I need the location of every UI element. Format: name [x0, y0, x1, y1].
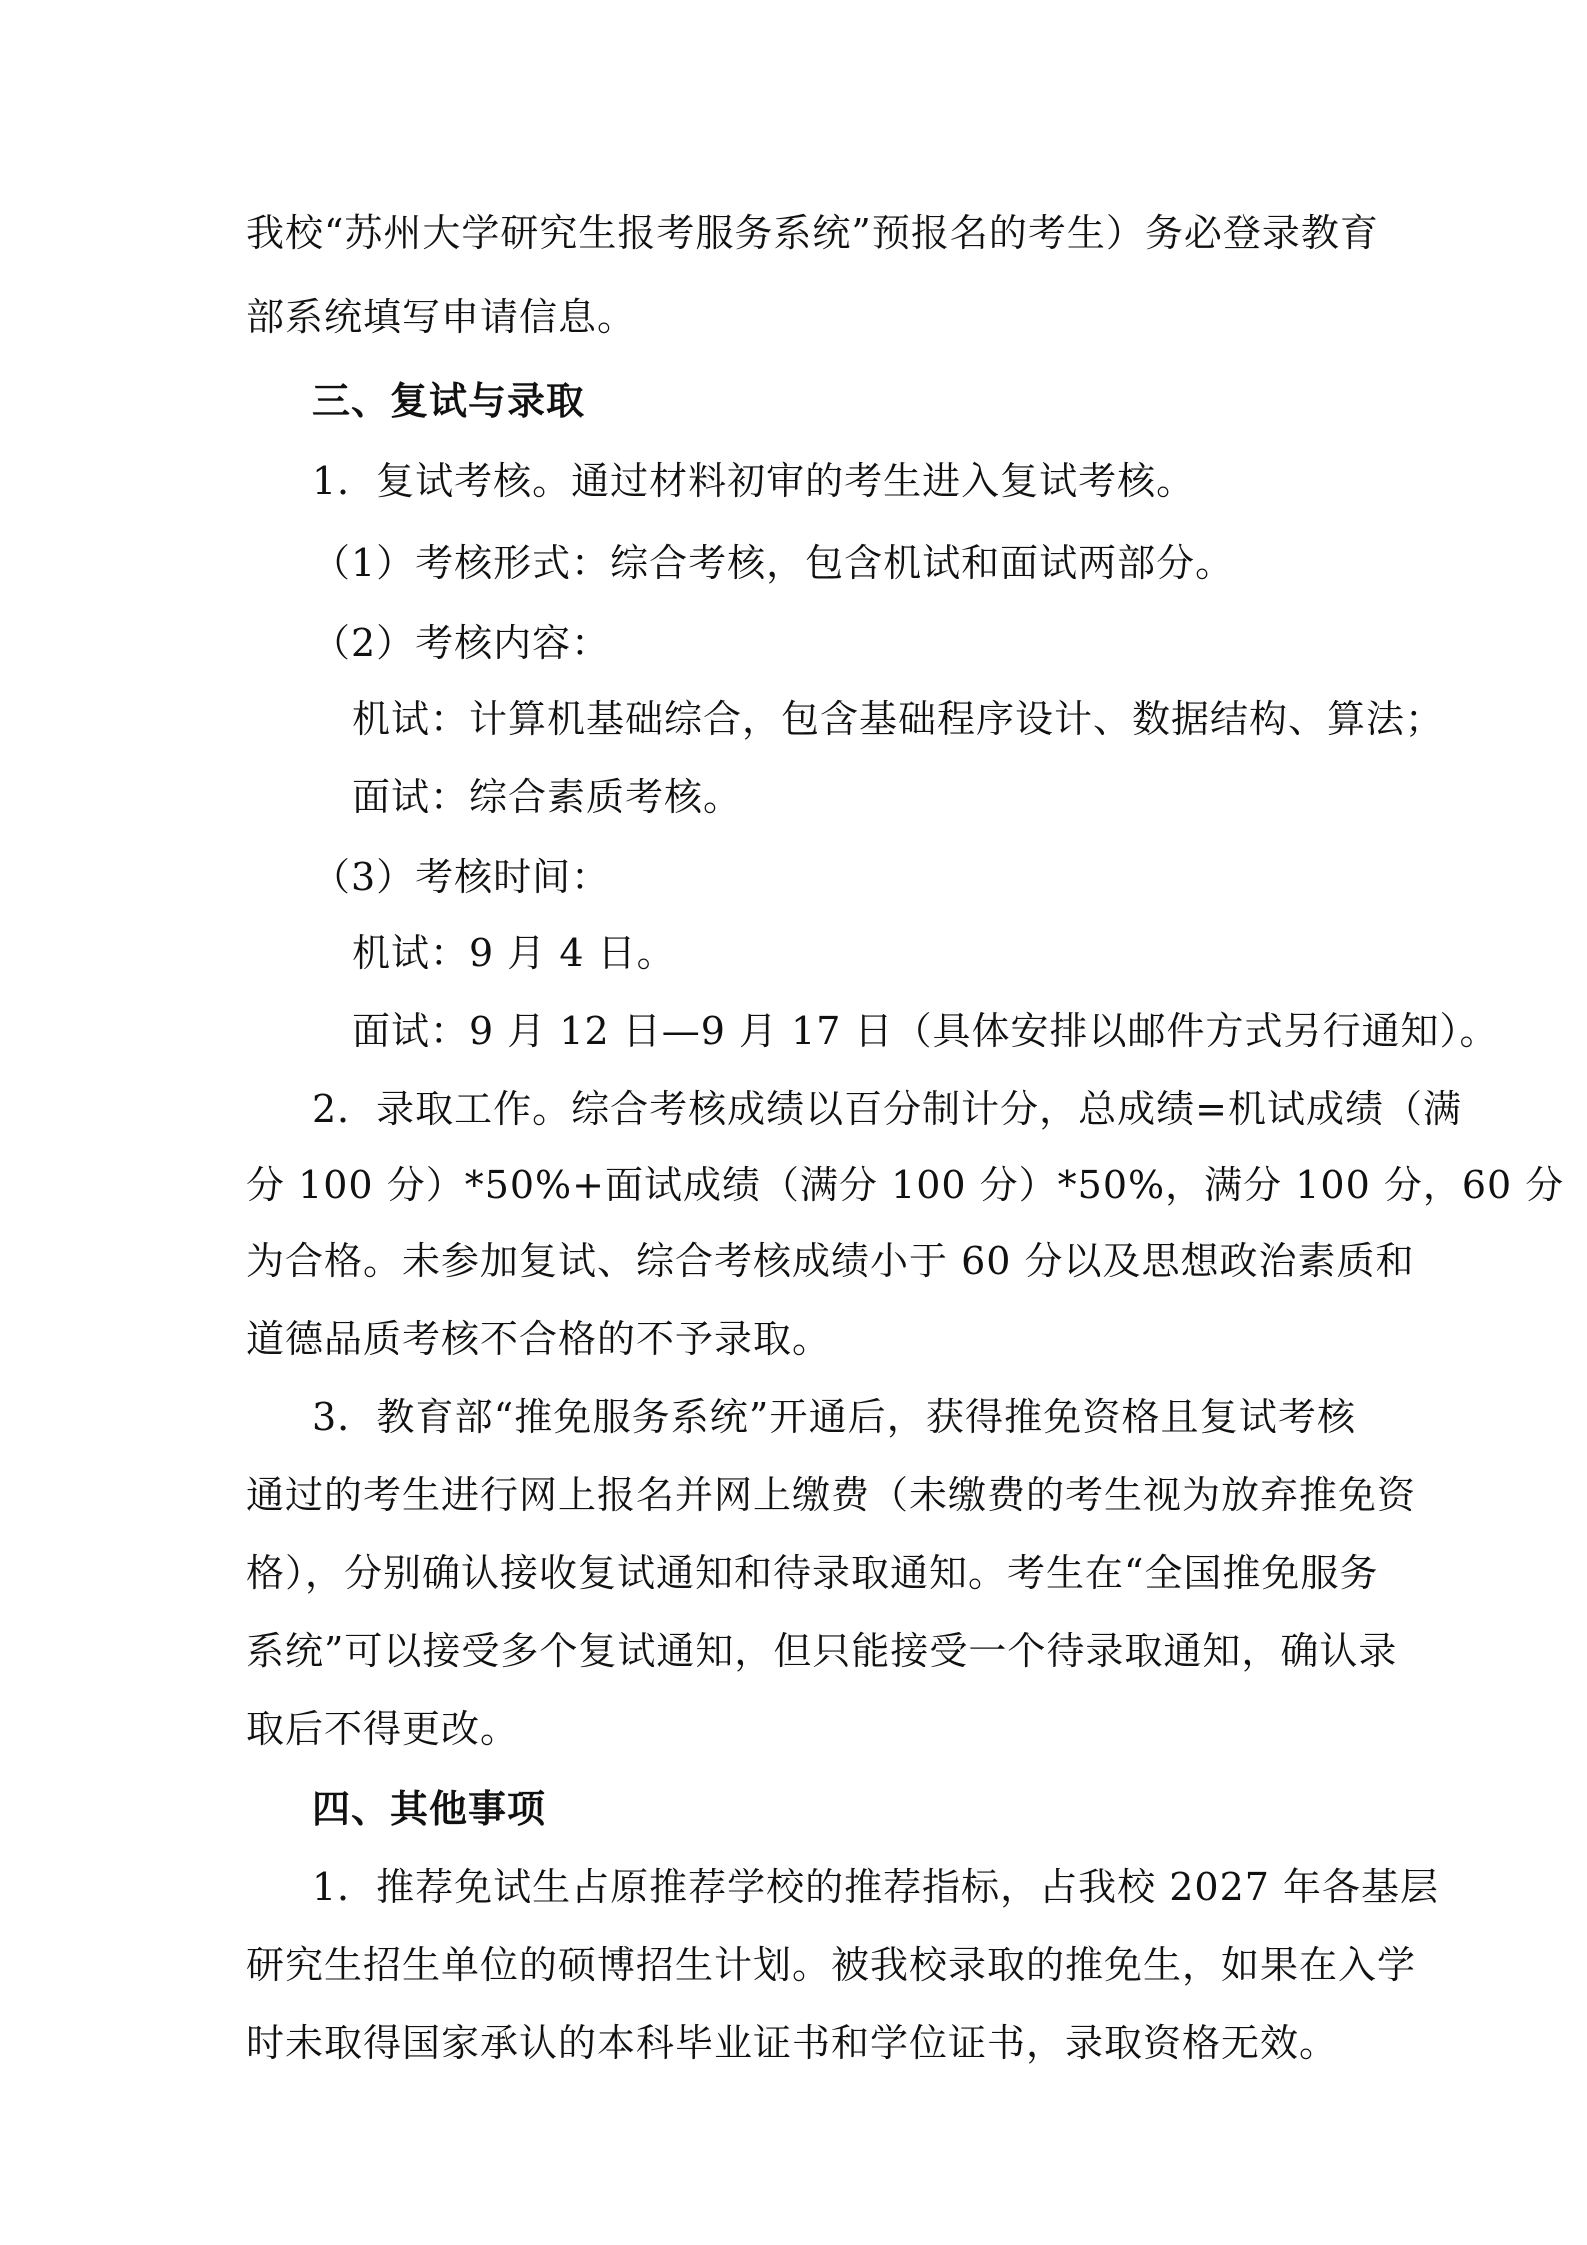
paragraph-line: 通过的考生进行网上报名并网上缴费（未缴费的考生视为放弃推免资 [246, 1473, 1417, 1517]
paragraph-line: 研究生招生单位的硕博招生计划。被我校录取的推免生，如果在入学 [246, 1943, 1417, 1987]
paragraph-line: 2．录取工作。综合考核成绩以百分制计分，总成绩=机试成绩（满 [312, 1087, 1463, 1131]
paragraph-line: 1．推荐免试生占原推荐学校的推荐指标，占我校 2027 年各基层 [312, 1865, 1440, 1909]
paragraph-line: 道德品质考核不合格的不予录取。 [246, 1317, 832, 1361]
paragraph-line: 我校“苏州大学研究生报考服务系统”预报名的考生）务必登录教育 [246, 211, 1379, 255]
paragraph-line: 机试：计算机基础综合，包含基础程序设计、数据结构、算法； [352, 697, 1445, 741]
paragraph-line: （1）考核形式：综合考核，包含机试和面试两部分。 [312, 541, 1235, 585]
paragraph-line: 面试：综合素质考核。 [352, 775, 743, 819]
paragraph-line: 时未取得国家承认的本科毕业证书和学位证书，录取资格无效。 [246, 2021, 1339, 2065]
paragraph-line: 格），分别确认接收复试通知和待录取通知。考生在“全国推免服务 [246, 1551, 1379, 1595]
section-heading-3: 三、复试与录取 [312, 379, 586, 423]
paragraph-line: 部系统填写申请信息。 [246, 295, 637, 339]
paragraph-line: 1．复试考核。通过材料初审的考生进入复试考核。 [312, 459, 1196, 503]
paragraph-line: 为合格。未参加复试、综合考核成绩小于 60 分以及思想政治素质和 [246, 1239, 1415, 1283]
paragraph-line: 面试：9 月 12 日—9 月 17 日（具体安排以邮件方式另行通知）。 [352, 1009, 1499, 1053]
paragraph-line: （2）考核内容： [312, 621, 611, 665]
paragraph-line: （3）考核时间： [312, 855, 611, 899]
paragraph-line: 系统”可以接受多个复试通知，但只能接受一个待录取通知，确认录 [246, 1629, 1398, 1673]
paragraph-line: 分 100 分）*50%+面试成绩（满分 100 分）*50%，满分 100 分，60 分 [246, 1163, 1565, 1207]
paragraph-line: 取后不得更改。 [246, 1707, 520, 1751]
paragraph-line: 3．教育部“推免服务系统”开通后，获得推免资格且复试考核 [312, 1395, 1356, 1439]
section-heading-4: 四、其他事项 [312, 1787, 547, 1831]
paragraph-line: 机试：9 月 4 日。 [352, 931, 676, 975]
